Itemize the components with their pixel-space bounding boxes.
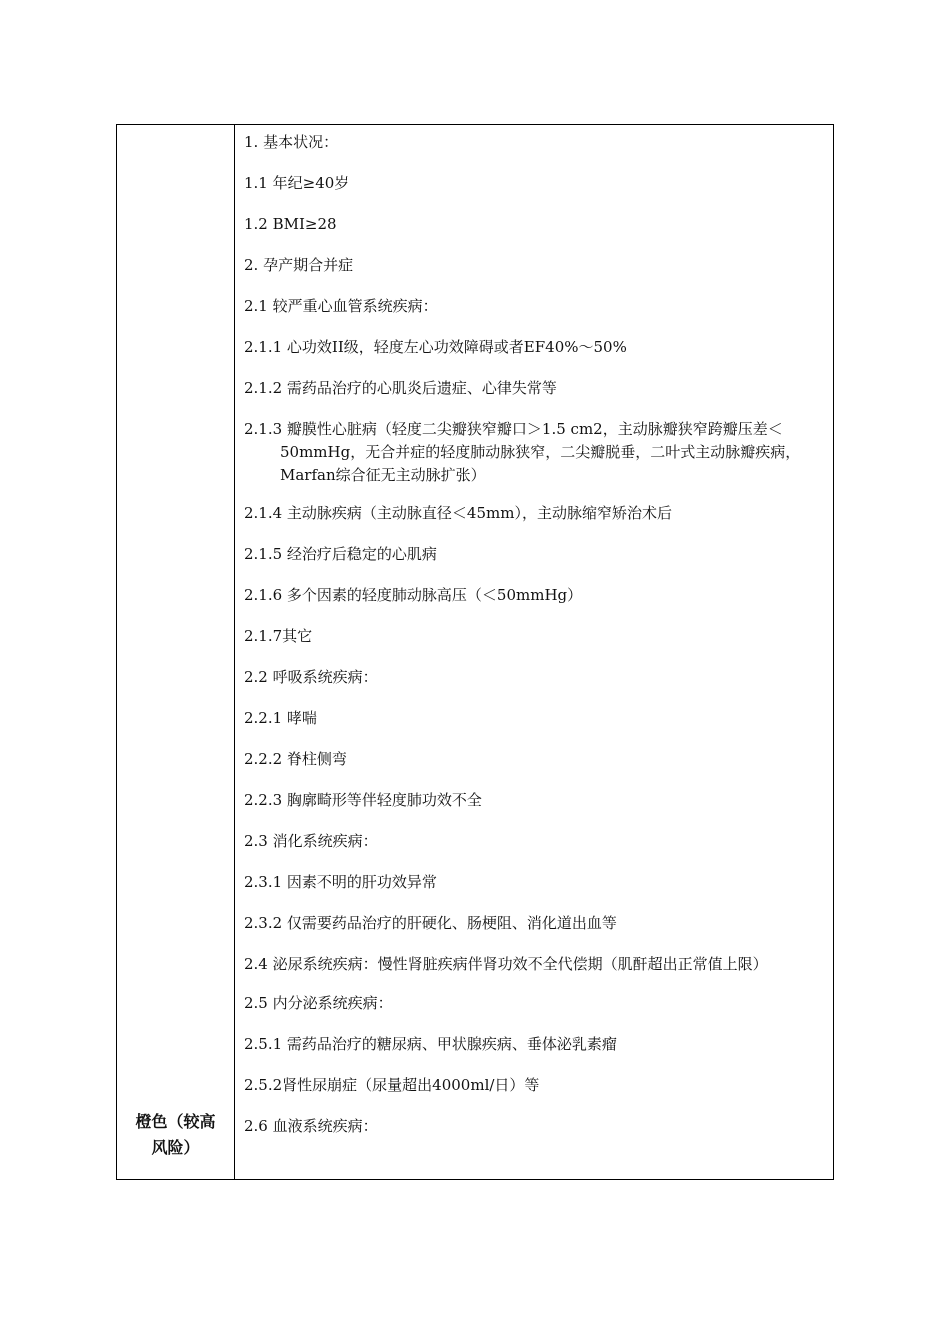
- criteria-item: 2.1.5 经治疗后稳定的心肌病: [244, 545, 437, 563]
- criteria-item: 2.1.6 多个因素的轻度肺动脉高压（＜50mmHg）: [244, 586, 583, 604]
- criteria-item: 2.1.4 主动脉疾病（主动脉直径＜45mm），主动脉缩窄矫治术后: [244, 504, 672, 522]
- criteria-item: 2.6 血液系统疾病：: [244, 1117, 378, 1135]
- criteria-item: 2.5.1 需药品治疗的糖尿病、甲状腺疾病、垂体泌乳素瘤: [244, 1035, 617, 1053]
- criteria-item: 2.1 较严重心血管系统疾病：: [244, 297, 438, 315]
- criteria-item: 2.2.1 哮喘: [244, 709, 317, 727]
- criteria-item: 2.2 呼吸系统疾病：: [244, 668, 378, 686]
- criteria-item: 2.2.3 胸廓畸形等伴轻度肺功效不全: [244, 791, 482, 809]
- category-label-line1: 橙色（较高: [135, 1112, 216, 1131]
- criteria-item: 2.5.2肾性尿崩症（尿量超出4000ml/日）等: [244, 1076, 540, 1094]
- criteria-item: 2.5 内分泌系统疾病：: [244, 994, 393, 1012]
- criteria-item: 2.3 消化系统疾病：: [244, 832, 378, 850]
- criteria-item: 2.1.2 需药品治疗的心肌炎后遗症、心律失常等: [244, 379, 557, 397]
- criteria-item: 2.1.3 瓣膜性心脏病（轻度二尖瓣狭窄瓣口＞1.5 cm2，主动脉瓣狭窄跨瓣压差＜50mmHg，无合并症的轻度肺动脉狭窄，二尖瓣脱垂，二叶式主动脉瓣疾病，Marfan综合征无主动脉扩张）: [244, 420, 801, 484]
- criteria-item: 2.3.2 仅需要药品治疗的肝硬化、肠梗阻、消化道出血等: [244, 914, 617, 932]
- criteria-item: 2.1.7其它: [244, 627, 313, 645]
- risk-table: [116, 124, 834, 1180]
- category-label: [117, 1109, 234, 1161]
- criteria-item: 2.3.1 因素不明的肝功效异常: [244, 873, 437, 891]
- criteria-item: 2. 孕产期合并症: [244, 256, 354, 274]
- criteria-item: 1.1 年纪≥40岁: [244, 174, 350, 192]
- criteria-item: 2.2.2 脊柱侧弯: [244, 750, 347, 768]
- criteria-item: 1.2 BMI≥28: [244, 215, 337, 233]
- category-cell: [117, 125, 235, 1179]
- category-label-line2: 风险）: [151, 1138, 200, 1157]
- criteria-item: 2.1.1 心功效II级，轻度左心功效障碍或者EF40%～50%: [244, 338, 627, 356]
- criteria-item: 1. 基本状况：: [244, 133, 339, 151]
- criteria-item: 2.4 泌尿系统疾病：慢性肾脏疾病伴肾功效不全代偿期（肌酐超出正常值上限）: [244, 955, 768, 973]
- criteria-cell: [235, 125, 833, 1179]
